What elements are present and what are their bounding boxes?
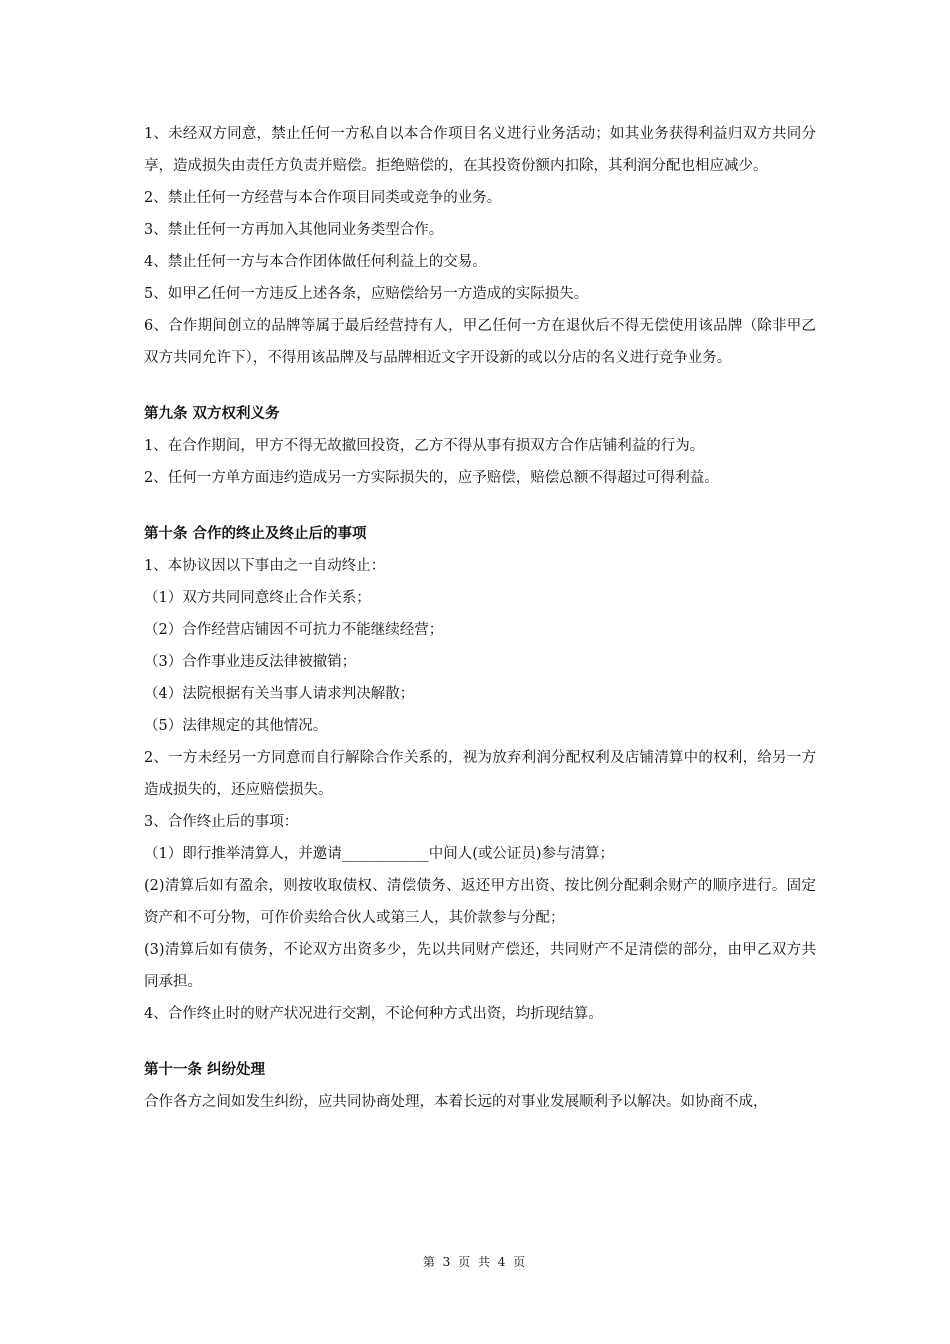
clause-paragraph: (3)清算后如有债务，不论双方出资多少，先以共同财产偿还，共同财产不足清偿的部分，由甲乙双方共同承担。 [144,942,816,990]
clause-paragraph: （5）法律规定的其他情况。 [144,718,328,734]
clause-paragraph: 3、合作终止后的事项： [144,814,299,830]
clause-paragraph: (2)清算后如有盈余，则按收取债权、清偿债务、返还甲方出资、按比例分配剩余财产的顺序进行。固定资产和不可分物，可作价卖给合伙人或第三人，其价款参与分配； [144,878,816,926]
clause-paragraph: （1）即行推举清算人，并邀请____________中间人(或公证员)参与清算； [144,846,615,862]
clause-paragraph: （3）合作事业违反法律被撤销； [144,654,357,670]
clause-paragraph: 1、本协议因以下事由之一自动终止： [144,558,386,574]
clause-paragraph: 4、合作终止时的财产状况进行交割，不论何种方式出资，均折现结算。 [144,1006,603,1022]
page-number-footer: 第 3 页 共 4 页 [422,1255,528,1269]
clause-paragraph: 1、未经双方同意，禁止任何一方私自以本合作项目名义进行业务活动；如其业务获得利益归双方共同分享，造成损失由责任方负责并赔偿。拒绝赔偿的，在其投资份额内扣除，其利润分配也相应减少。 [144,126,816,174]
clause-paragraph: 6、合作期间创立的品牌等属于最后经营持有人，甲乙任何一方在退伙后不得无偿使用该品牌（除非甲乙双方共同允许下），不得用该品牌及与品牌相近文字开设新的或以分店的名义进行竞争业务。 [144,318,816,366]
clause-paragraph: （4）法院根据有关当事人请求判决解散； [144,686,415,702]
clause-paragraph: 合作各方之间如发生纠纷，应共同协商处理，本着长远的对事业发展顺利予以解决。如协商不成， [144,1094,768,1110]
section-gap [144,374,816,398]
clause-paragraph: 2、禁止任何一方经营与本合作项目同类或竞争的业务。 [144,190,502,206]
section-heading-10: 第十条 合作的终止及终止后的事项 [144,526,367,542]
section-gap [144,494,816,518]
clause-paragraph: （2）合作经营店铺因不可抗力不能继续经营； [144,622,444,638]
clause-paragraph: 2、任何一方单方面违约造成另一方实际损失的，应予赔偿，赔偿总额不得超过可得利益。 [144,470,719,486]
section-heading-9: 第九条 双方权利义务 [144,406,280,422]
clause-paragraph: 4、禁止任何一方与本合作团体做任何利益上的交易。 [144,254,487,270]
clause-paragraph: 3、禁止任何一方再加入其他同业务类型合作。 [144,222,444,238]
section-heading-11: 第十一条 纠纷处理 [144,1062,266,1078]
clause-paragraph: 5、如甲乙任何一方违反上述各条，应赔偿给另一方造成的实际损失。 [144,286,589,302]
clause-paragraph: 2、一方未经另一方同意而自行解除合作关系的，视为放弃利润分配权利及店铺清算中的权利，给另一方造成损失的，还应赔偿损失。 [144,750,816,798]
clause-paragraph: （1）双方共同同意终止合作关系； [144,590,371,606]
clause-paragraph: 1、在合作期间，甲方不得无故撤回投资，乙方不得从事有损双方合作店铺利益的行为。 [144,438,705,454]
section-gap [144,1030,816,1054]
document-body [144,118,816,1118]
